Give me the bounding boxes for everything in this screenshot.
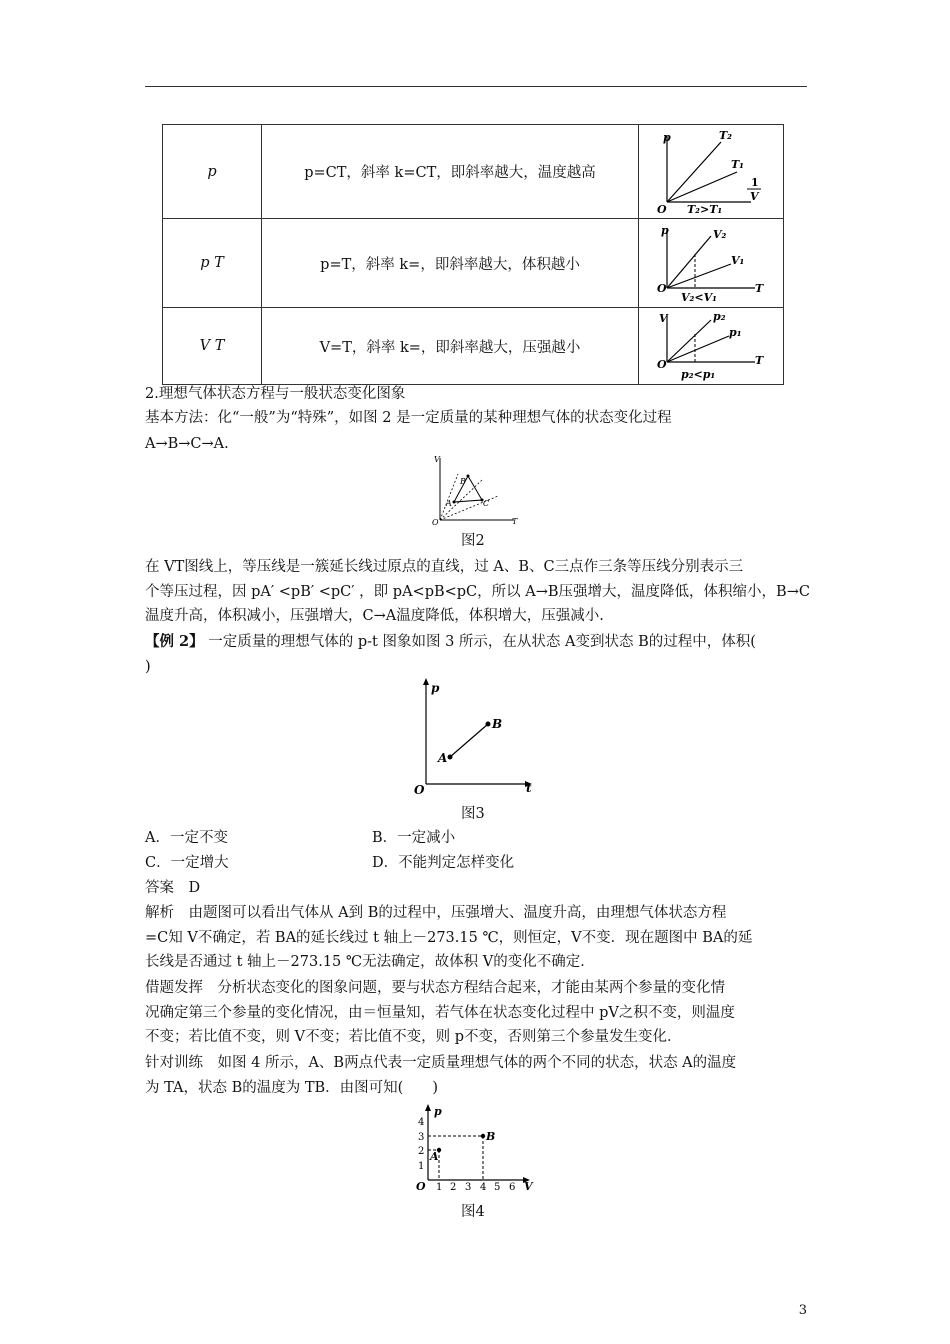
training-line-2: 为 TA，状态 B的温度为 TB．由图可知( ) (145, 1080, 438, 1096)
analysis-line-2: =C知 V不确定，若 BA的延长线过 t 轴上－273.15 ℃，则恒定，V不变．现在题图中 BA的延 (145, 930, 753, 946)
origin-label: O (432, 518, 439, 526)
y-tick-label: 3 (418, 1132, 425, 1143)
option-c: C．一定增大 (145, 855, 229, 871)
figure-3-caption: 图3 (461, 806, 485, 822)
origin-label: O (414, 783, 425, 796)
vt-explanation-line-3: 温度升高，体积减小，压强增大，C→A温度降低，体积增大，压强减小. (145, 608, 604, 624)
graph-cell (639, 125, 784, 219)
x-axis-numerator: 1 (751, 175, 759, 189)
vt-explanation-line-2: 个等压过程，因 pA′ <pB′ <pC′ ，即 pA<pB<pC，所以 A→B压强增大，温度降低，体积缩小，B→C (145, 584, 810, 600)
x-axis-denominator: V (750, 189, 759, 203)
point-a-label: A (430, 1150, 439, 1163)
origin-label: O (657, 282, 667, 295)
table-row (163, 219, 784, 308)
x-tick-label: 1 (436, 1182, 443, 1193)
graph-cell (639, 308, 784, 385)
line-label-2: p₁ (729, 326, 742, 339)
origin-label: O (657, 358, 667, 371)
y-axis-label: V (434, 455, 440, 464)
y-tick-label: 2 (418, 1146, 425, 1157)
point-a-label: A (438, 751, 448, 765)
graph-cell (639, 219, 784, 308)
figure-4-caption: 图4 (461, 1204, 485, 1220)
p-inverse-v-graph (651, 128, 771, 216)
x-axis-label: T (512, 517, 518, 526)
relation-label: T₂>T₁ (687, 202, 723, 216)
example-2-question (145, 630, 756, 654)
relation-label: p₂<p₁ (681, 368, 716, 381)
option-b: B．一定减小 (372, 830, 456, 846)
graph-name: V T (163, 308, 262, 385)
line-label-1: T₂ (719, 128, 733, 142)
point-c-label: C (483, 499, 490, 508)
origin-label: O (416, 1180, 426, 1193)
method-line-1: 基本方法：化“一般”为“特殊”，如图 2 是一定质量的某种理想气体的状态变化过程 (145, 410, 672, 426)
x-axis-label: T (755, 354, 764, 367)
analysis-line-1: 解析 由题图可以看出气体从 A到 B的过程中，压强增大、温度升高，由理想气体状态方程 (145, 905, 727, 921)
point-b-label: B (460, 477, 466, 486)
graph-description: p=CT，斜率 k=CT，即斜率越大，温度越高 (262, 125, 639, 219)
method-line-2: A→B→C→A. (145, 436, 229, 452)
y-axis-label: p (663, 130, 671, 144)
training-line-1: 针对训练 如图 4 所示，A、B两点代表一定质量理想气体的两个不同的状态，状态 A的温度 (145, 1055, 737, 1071)
graph-description: p=T，斜率 k=，即斜率越大，体积越小 (262, 219, 639, 308)
point-b-label: B (492, 717, 503, 731)
y-axis-label: p (431, 681, 440, 695)
header-rule (145, 86, 807, 87)
point-a-label: A (446, 499, 452, 508)
y-tick-label: 1 (418, 1161, 425, 1172)
line-label-2: T₁ (731, 157, 745, 171)
figure-3-pt-graph (406, 676, 538, 796)
x-axis-label: t (526, 781, 532, 795)
figure-2-vt-graph (428, 454, 524, 526)
example-2-question-end: ) (145, 659, 151, 675)
relation-label: V₂<V₁ (681, 291, 717, 304)
y-tick-label: 4 (418, 1117, 425, 1128)
graph-name: p (163, 125, 262, 219)
p-t-graph (651, 222, 771, 304)
example-2-tag: 【例 2】 (145, 633, 204, 650)
option-d: D．不能判定怎样变化 (372, 855, 515, 871)
x-tick-label: 6 (509, 1182, 516, 1193)
line-label-1: p₂ (713, 310, 726, 323)
option-a: A．一定不变 (145, 830, 228, 846)
x-tick-label: 3 (465, 1182, 472, 1193)
graph-name: p T (163, 219, 262, 308)
x-tick-label: 4 (480, 1182, 487, 1193)
tip-line-3: 不变；若比值不变，则 V不变；若比值不变，则 p不变，否则第三个参量发生变化． (145, 1029, 682, 1045)
table-row (163, 125, 784, 219)
section-heading: 2.理想气体状态方程与一般状态变化图象 (145, 386, 406, 402)
y-axis-label: p (661, 224, 669, 237)
point-b-label: B (486, 1130, 496, 1143)
x-tick-label: 2 (450, 1182, 457, 1193)
tip-line-2: 况确定第三个参量的变化情况，由＝恒量知，若气体在状态变化过程中 pV之积不变，则温度 (145, 1005, 735, 1021)
v-t-graph (651, 310, 771, 382)
answer: 答案 D (145, 880, 201, 896)
y-axis-label: p (434, 1105, 442, 1118)
y-axis-label: V (659, 312, 668, 325)
analysis-line-3: 长线是否通过 t 轴上－273.15 ℃无法确定，故体积 V的变化不确定． (145, 954, 595, 970)
graph-description: V=T，斜率 k=，即斜率越大，压强越小 (262, 308, 639, 385)
x-axis-label: V (524, 1180, 533, 1193)
line-label-1: V₂ (713, 228, 727, 241)
figure-2-caption: 图2 (461, 533, 485, 549)
table-row (163, 308, 784, 385)
vt-explanation-line-1: 在 VT图线上，等压线是一簇延长线过原点的直线，过 A、B、C三点作三条等压线分别表示三 (145, 559, 744, 575)
x-tick-label: 5 (494, 1182, 501, 1193)
graph-table (162, 124, 784, 385)
tip-line-1: 借题发挥 分析状态变化的图象问题，要与状态方程结合起来，才能由某两个参量的变化情 (145, 980, 725, 996)
figure-4-pv-graph (412, 1104, 538, 1196)
page-number: 3 (798, 1303, 807, 1318)
x-axis-label: T (755, 282, 764, 295)
line-label-2: V₁ (731, 254, 745, 267)
example-2-text: 一定质量的理想气体的 p-t 图象如图 3 所示，在从状态 A变到状态 B的过程中，体积( (203, 634, 756, 650)
origin-label: O (657, 202, 667, 216)
